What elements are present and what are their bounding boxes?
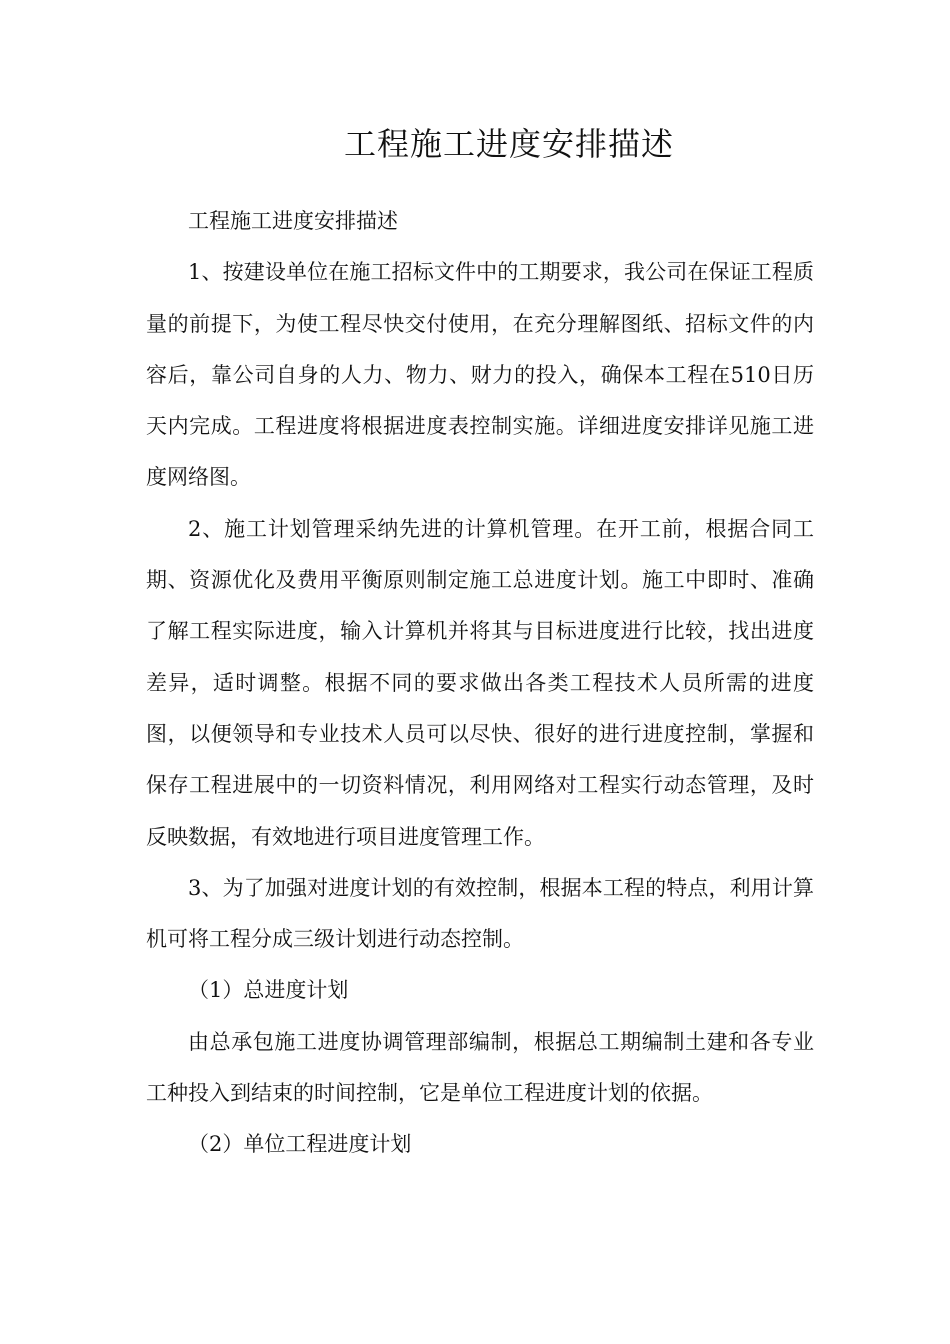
paragraph-heading: 工程施工进度安排描述 xyxy=(188,209,398,233)
paragraph-1: 1、按建设单位在施工招标文件中的工期要求，我公司在保证工程质量的前提下，为使工程尽快交付使用，在充分理解图纸、招标文件的内容后，靠公司自身的人力、物力、财力的投入，确保本工程在510日历天内完成。工程进度将根据进度表控制实施。详细进度安排详见施工进度网络图。 xyxy=(146,260,814,490)
document-body xyxy=(146,196,814,1171)
paragraph-2: 2、施工计划管理采纳先进的计算机管理。在开工前，根据合同工期、资源优化及费用平衡原则制定施工总进度计划。施工中即时、准确了解工程实际进度，输入计算机并将其与目标进度进行比较，找出进度差异，适时调整。根据不同的要求做出各类工程技术人员所需的进度图，以便领导和专业技术人员可以尽快、很好的进行进度控制，掌握和保存工程进展中的一切资料情况，利用网络对工程实行动态管理，及时反映数据，有效地进行项目进度管理工作。 xyxy=(146,516,814,849)
subheading-master-schedule: （1）总进度计划 xyxy=(188,978,349,1003)
paragraph-master-schedule: 由总承包施工进度协调管理部编制，根据总工期编制土建和各专业工种投入到结束的时间控制，它是单位工程进度计划的依据。 xyxy=(146,1029,814,1106)
paragraph-3: 3、为了加强对进度计划的有效控制，根据本工程的特点，利用计算机可将工程分成三级计划进行动态控制。 xyxy=(146,875,814,952)
subheading-unit-schedule: （2）单位工程进度计划 xyxy=(188,1132,412,1157)
document-title: 工程施工进度安排描述 xyxy=(343,125,674,163)
